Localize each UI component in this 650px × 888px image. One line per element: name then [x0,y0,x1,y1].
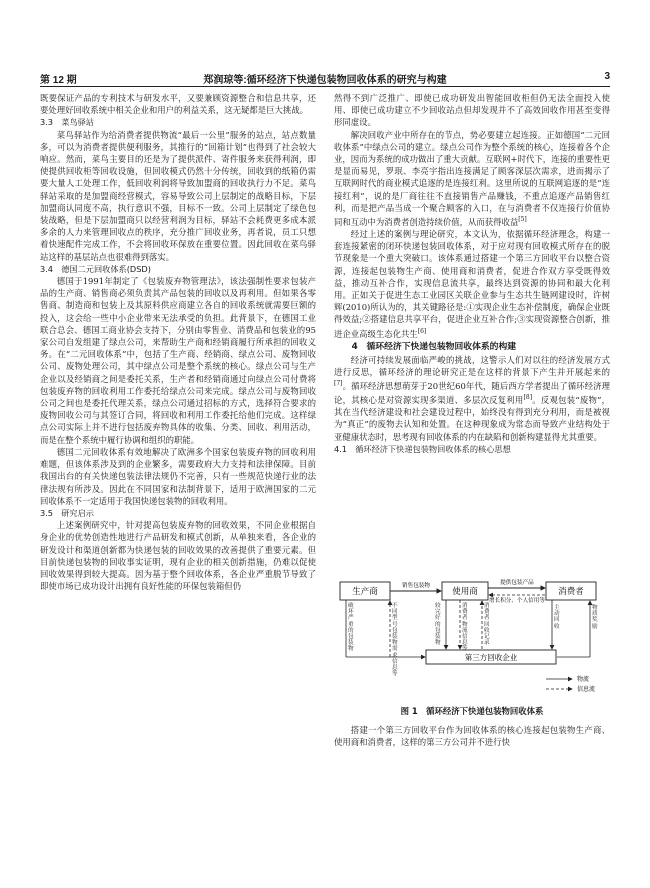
paragraph: 德国二元回收体系有效地解决了欧洲多个国家包装废弃物的回收利用难题，但该体系涉及到的企业繁多，需要政府大力支持和法律保障。目前我国出台的有关快递包装法律法规仍不完善，只有一些规范快递行业的法律法规有所涉及。因此在不同国家和法制背景下，适用于欧洲国家的二元回收体系不一定适用于我国快递包装物的回收利用。 [40,446,316,506]
subsection-heading: 3.5 研究启示 [40,507,94,518]
page-number: 3 [604,71,610,82]
producer-label: 生产商 [352,587,378,597]
paragraph-text: 。反观包装“废物”，其在当代经济建设和社会建设过程中，始终没有得到充分利用，而是被视为“真正”的废物去认知和处置。在这种现象成为常态而导致产业结构处于亚健康状态时，思考现有回收体系的内在缺陷和创新构建显得尤其重要。 [334,395,611,442]
paragraph: 上述案例研究中，针对提高包装废弃物的回收效果，不同企业根据自身企业的优势创造性地进行产品研发和模式创新，从单独来看，各企业的研发设计和渠道创新都为快递包装的回收效果的改善提供了重要元素。但目前快递包装物的回收事实证明，现有企业的相关创新措施，仍难以促使回收效果得到较大提高。因为基于整个回收体系，各企业严重脱节导致了即使市场已成功设计出拥有良好性能的环保包装箱但仍 [40,520,316,592]
paragraph-text: 解决回收产业中所存在的节点，势必要建立起连接。正如德国“二元回收体系”中绿点公司的建立。绿点公司作为整个系统的核心，连接着各个企业，因而为系统的成功做出了重大贡献。互联网+时代下，连接的重要性更是显而易见，罗珉、李亮宇指出连接满足了顾客深层次需求，进而揭示了互联网时代的商业模式追逐的是连接红利。这里所说的互联网追逐的是“连接红利”，说的是厂商往往不直接销售产品赚钱，不重点追逐产品销售红利，而是把产品当成一个聚合顾客的入口，在与消费者不仅连接行价值协同和互动中为消费者创造持续价值，从而获得收益 [334,129,610,227]
v7-label: 物质奖励 [592,605,598,630]
v2-label: 不同型号包装物需求信息等 [392,603,398,678]
paragraph: 搭建一个第三方回收平台作为回收体系的核心连接起包装物生产商、使用商和消费者，这样的第三方公司并不进行快 [334,725,610,748]
figure-1-diagram [334,575,610,697]
running-header [40,71,610,85]
left-column [40,92,316,592]
right-column [334,92,610,455]
v1-label: 破坏严重的包装物 [348,603,354,653]
paragraph-text: 。循环经济思想萌芽于20世纪60年代，随后西方学者提出了循环经济理论，其核心是对资源实现多渠道、多层次反复利用 [334,381,610,406]
paragraph [334,129,610,228]
citation: [8] [523,394,533,402]
paragraph-text: 经济可持续发展面临严峻的挑战，这警示人们对以往的经济发展方式进行反思，循环经济的理论研究正是在这样的背景下产生并开展起来的 [334,354,610,378]
v5-label: 消费者回收记录 [484,603,490,647]
issue-number: 第 12 期 [40,75,77,86]
subsection-heading: 4.1 循环经济下快递包装物回收体系的核心思想 [334,443,511,454]
provide-label: 提供包装产品 [500,580,534,586]
running-title: 郑润琼等:循环经济下快递包装物回收体系的研究与构建 [203,75,447,86]
sell-label: 销售包装物 [402,583,430,589]
paragraph: 德国于1991年制定了《包装废弃物管理法》，该法强制性要求包装产品的生产商、销售商必须负责其产品包装的回收以及再利用。但如果各零售商、制造商和包装上及其原料供应商建立各自的回收系统就需要巨额的投入，这会给一些中小企业带来无法承受的负担。此背景下，在德国工业联合总会、德国工商业协会支持下，分别由零售业、消费品和包装业的95家公司自发组建了绿点公司，来帮助生产商和经销商履行所承担的回收义务。在“二元回收体系”中，包括了生产商、经销商、绿点公司、废物回收公司、废物处理公司，其中绿点公司是整个系统的核心。绿点公司与生产企业以及经销商之间是委托关系，生产者和经销商通过向绿点公司付费将包装废弃物的回收利用工作委托给绿点公司来完成。绿点公司与废物回收公司之间也是委托代理关系，绿点公司通过招标的方式，选择符合要求的废物回收公司与其签订合同，将回收和利用工作委托给他们完成。这样绿点公司实际上并不进行包括废弃物具体的收集、分类、回收、利用活动，而是在整个系统中履行协调和组织的职能。 [40,276,316,445]
legend-flow: 物流 [577,676,590,683]
citation: [5] [518,216,527,224]
v4-label: 消费者物流信息等 [462,603,468,653]
post-figure-text [334,724,610,748]
subsection-heading: 3.4 德国二元回收体系(DSD) [40,263,151,274]
legend-info: 信息流 [577,686,596,693]
user-label: 使用商 [452,587,478,597]
points-label: 增长积分、个人信用等 [489,598,545,604]
section-heading: 4 循环经济下快递包装物回收体系的构建 [351,341,517,352]
paragraph: 既要保证产品的专利技术与研发水平，又要兼顾资源整合和信息共享，还要处理好回收系统中相关企业和用户的利益关系，这无疑都是巨大挑战。 [40,93,316,116]
paragraph [334,228,610,340]
header-rule [40,86,610,87]
consumer-label: 消费者 [558,587,584,597]
paragraph: 菜鸟驿站作为给消费者提供物流“最后一公里”服务的站点，站点数量多，可以为消费者提供便利服务，其推行的“回箱计划”也得到了社会较大响应。然而，菜鸟主要目的还是为了提供派件、寄件服务来获得利润，即使提供回收柜等回收设施，但回收模式仍然十分传统，回收到的纸箱仍需要大量人工处理工作，低回收利润将导致加盟商的回收执行力不足。菜鸟驿站采取的是加盟商经营模式，容易导致公司上层制定的战略目标，下层加盟商认同度不高，执行意识不强，目标不一致。公司上层制定了绿色包装战略，但是下层加盟商只以经营利润为目标，驿站不会耗费更多成本派多余的人力来管理回收点的秩序，充分推广回收业务，再者说，员工只想着快速配件完成工作，不会将回收环保放在重要位置。因此回收在菜鸟驿站这样的基层站点也很难得到落实。 [40,129,316,262]
v3-label: 较完好的包装物 [435,603,441,647]
figure-caption: 图 1 循环经济下快递包装物回收体系 [400,706,544,716]
paragraph-text: 经过上述的案例与理论研究，本文认为，依据循环经济理念，构建一套连接紧密的闭环快递包装回收体系，对于应对现有回收模式所存在的脱节现象是一个重大突破口。该体系通过搭建一个第三方回收平台以整合资源，连接起包装物生产商、使用商和消费者，促进合作双方享受既得效益，推动互补合作，实现信息流共享，最终达到资源的协同和最大化利用。正如关于促进生态工业园区关联企业参与生态共生链网建设时，许树辉(2010)所认为的，其关键路径是:①实现企业生态补偿制度，确保企业既得效益;②搭建信息共享平台，促进企业互补合作;③实现资源整合创新，推进企业高级生态化共生 [334,229,610,339]
citation: [6] [417,327,427,335]
v6-label: 主动回收 [554,605,560,630]
paragraph: 然得不到广泛推广、即使已成功研发出智能回收柜但仍无法全面投入使用、即使已成功建立不少回收站点但却发现并不了高效回收作用甚至变得形同虚设。 [334,93,610,128]
paragraph [334,354,610,443]
citation: [7] [334,380,343,388]
platform-label: 第三方回收企业 [464,653,518,662]
subsection-heading: 3.3 菜鸟驿站 [40,117,94,128]
